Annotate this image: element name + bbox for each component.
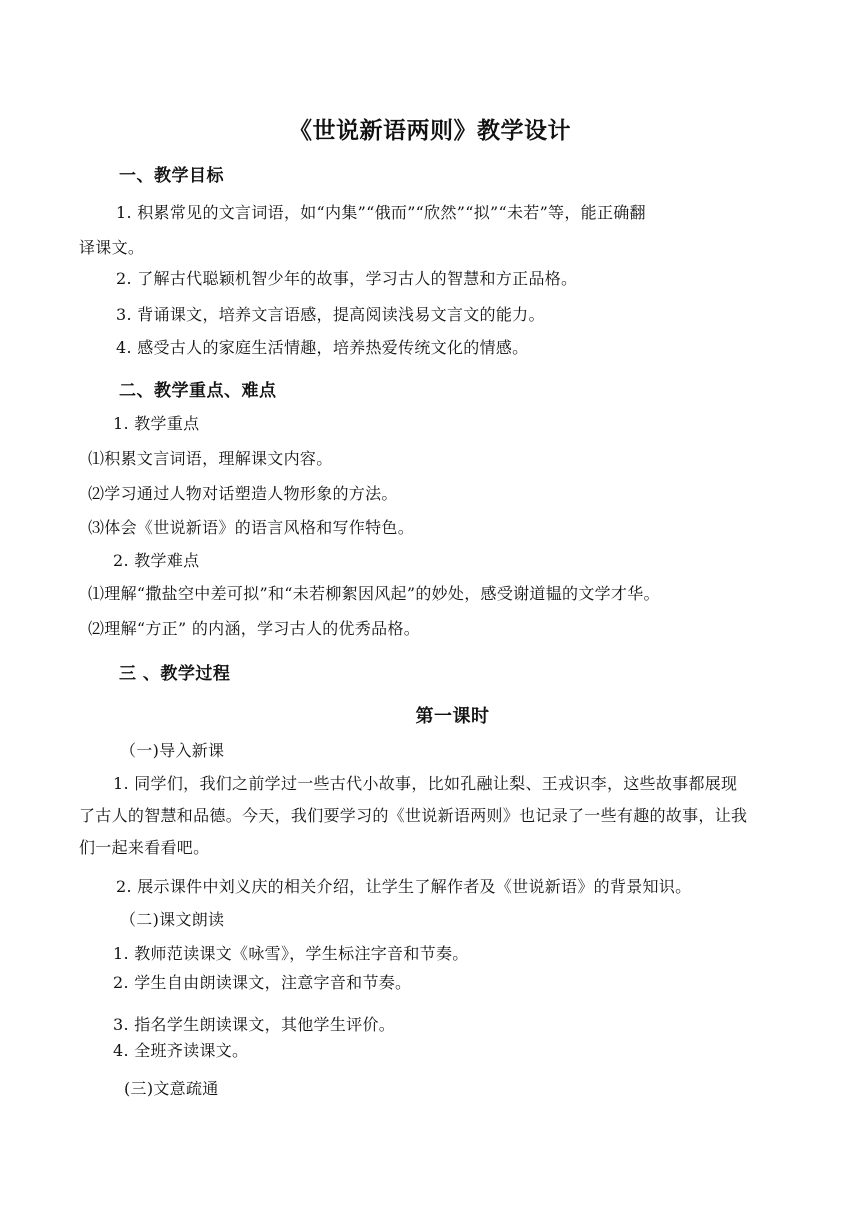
focus-item-2: ⑵学习通过人物对话塑造人物形象的方法。 [88, 484, 398, 503]
difficulty-item-1: ⑴理解“撒盐空中差可拟”和“未若柳絮因风起”的妙处，感受谢道韫的文学才华。 [88, 584, 660, 603]
section-heading-key-points: 二、教学重点、难点 [119, 381, 277, 401]
difficulty-title: 2. 教学难点 [113, 551, 200, 570]
subsection-comprehension-title: (三)文意疏通 [124, 1079, 219, 1098]
objective-item-3: 3. 背诵课文，培养文言语感，提高阅读浅易文言文的能力。 [116, 305, 545, 324]
focus-item-1: ⑴积累文言词语，理解课文内容。 [88, 449, 333, 468]
reading-item-3: 3. 指名学生朗读课文，其他学生评价。 [113, 1015, 396, 1034]
intro-paragraph-line-2: 了古人的智慧和品德。今天，我们要学习的《世说新语两则》也记录了一些有趣的故事，让我 [79, 806, 748, 825]
document-title: 《世说新语两则》教学设计 [289, 118, 571, 144]
focus-title: 1. 教学重点 [113, 414, 200, 433]
objective-item-4: 4. 感受古人的家庭生活情趣，培养热爱传统文化的情感。 [116, 338, 529, 357]
objective-item-1-cont: 译课文。 [79, 238, 145, 257]
objective-item-1: 1. 积累常见的文言词语，如“内集”“俄而”“欣然”“拟”“未若”等，能正确翻 [116, 203, 646, 222]
difficulty-item-2: ⑵理解“方正” 的内涵，学习古人的优秀品格。 [88, 619, 421, 638]
lesson-title: 第一课时 [415, 706, 490, 727]
intro-paragraph-line-1: 1. 同学们，我们之前学过一些古代小故事，比如孔融让梨、王戎识李，这些故事都展现 [113, 774, 738, 793]
intro-paragraph-line-3: 们一起来看看吧。 [79, 838, 210, 857]
intro-paragraph-2: 2. 展示课件中刘义庆的相关介绍，让学生了解作者及《世说新语》的背景知识。 [116, 877, 692, 896]
objective-item-2: 2. 了解古代聪颖机智少年的故事，学习古人的智慧和方正品格。 [116, 269, 578, 288]
section-heading-process: 三 、教学过程 [119, 664, 231, 684]
focus-item-3: ⑶体会《世说新语》的语言风格和写作特色。 [88, 518, 415, 537]
subsection-intro-title: （一)导入新课 [120, 741, 225, 760]
reading-item-1: 1. 教师范读课文《咏雪》，学生标注字音和节奏。 [113, 944, 469, 963]
subsection-reading-title: （二)课文朗读 [120, 910, 225, 929]
reading-item-2: 2. 学生自由朗读课文，注意字音和节奏。 [113, 973, 412, 992]
section-heading-objectives: 一、教学目标 [119, 166, 224, 186]
reading-item-4: 4. 全班齐读课文。 [113, 1041, 249, 1060]
